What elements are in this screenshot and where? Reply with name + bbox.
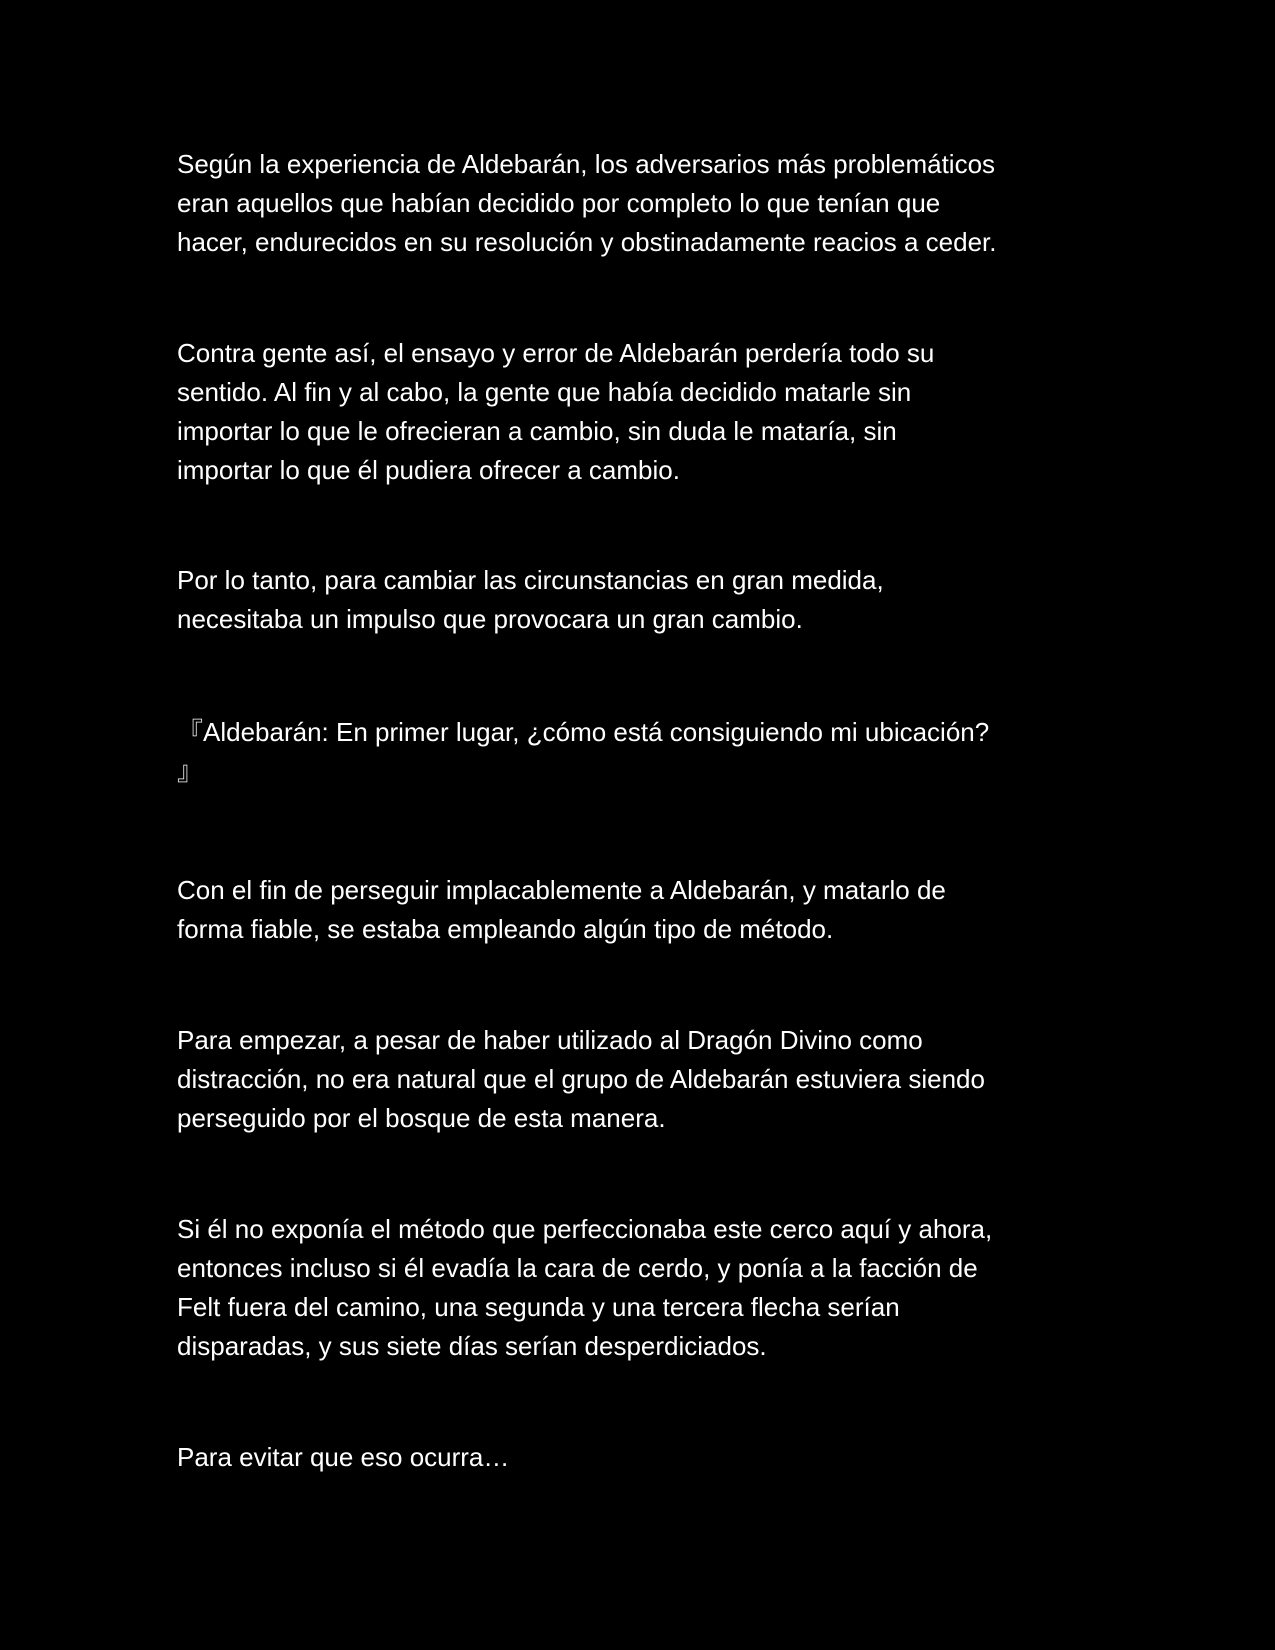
paragraph-1 (177, 145, 1117, 262)
paragraph-line: forma fiable, se estaba empleando algún tipo de método. (177, 914, 834, 944)
paragraph-3 (177, 561, 1117, 639)
paragraph-5 (177, 871, 1117, 949)
paragraph-line: importar lo que le ofrecieran a cambio, sin duda le mataría, sin (177, 416, 897, 446)
paragraph-line: hacer, endurecidos en su resolución y obstinadamente reacios a ceder. (177, 227, 997, 257)
paragraph-line: entonces incluso si él evadía la cara de cerdo, y ponía a la facción de (177, 1253, 978, 1283)
paragraph-7 (177, 1210, 1117, 1366)
paragraph-line: Contra gente así, el ensayo y error de Aldebarán perdería todo su (177, 338, 935, 368)
paragraph-line: Felt fuera del camino, una segunda y una tercera flecha serían (177, 1292, 900, 1322)
paragraph-line: Con el fin de perseguir implacablemente a Aldebarán, y matarlo de (177, 875, 946, 905)
paragraph-line: disparadas, y sus siete días serían desperdiciados. (177, 1331, 767, 1361)
paragraph-line: Para evitar que eso ocurra… (177, 1442, 510, 1472)
paragraph-line: distracción, no era natural que el grupo de Aldebarán estuviera siendo (177, 1064, 985, 1094)
paragraph-line: Para empezar, a pesar de haber utilizado al Dragón Divino como (177, 1025, 923, 1055)
paragraph-line: Si él no exponía el método que perfeccionaba este cerco aquí y ahora, (177, 1214, 993, 1244)
paragraph-line: Según la experiencia de Aldebarán, los adversarios más problemáticos (177, 149, 996, 179)
paragraph-line: importar lo que él pudiera ofrecer a cambio. (177, 455, 680, 485)
paragraph-8 (177, 1438, 1117, 1477)
paragraph-6 (177, 1021, 1117, 1138)
paragraph-line: eran aquellos que habían decidido por completo lo que tenían que (177, 188, 941, 218)
paragraph-line: perseguido por el bosque de esta manera. (177, 1103, 666, 1133)
paragraph-line: 』 (177, 756, 204, 786)
paragraph-line: sentido. Al fin y al cabo, la gente que había decidido matarle sin (177, 377, 912, 407)
paragraph-line: necesitaba un impulso que provocara un gran cambio. (177, 604, 803, 634)
paragraph-line: 『Aldebarán: En primer lugar, ¿cómo está consiguiendo mi ubicación? (177, 717, 990, 747)
paragraph-2 (177, 334, 1117, 490)
paragraph-line: Por lo tanto, para cambiar las circunstancias en gran medida, (177, 565, 884, 595)
paragraph-4-dialogue (177, 713, 1117, 791)
